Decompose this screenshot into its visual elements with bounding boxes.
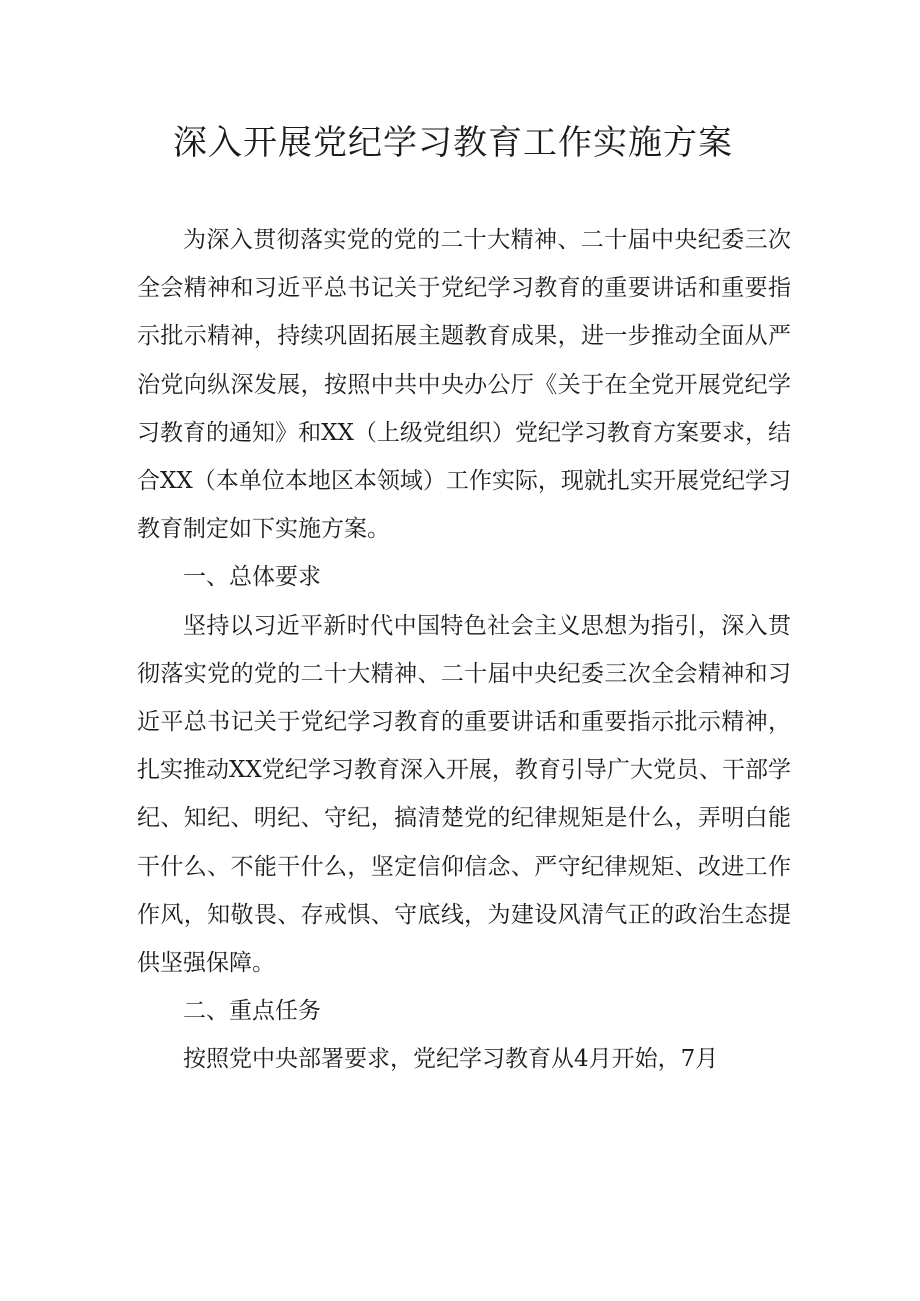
document-title: 深入开展党纪学习教育工作实施方案 <box>173 123 733 163</box>
section-heading-overall-requirements: 一、总体要求 <box>183 564 321 591</box>
section-paragraph-key-tasks: 按照党中央部署要求，党纪学习教育从4月开始，7月 <box>183 1046 719 1073</box>
document-body <box>137 216 791 1084</box>
intro-paragraph: 为深入贯彻落实党的党的二十大精神、二十届中央纪委三次全会精神和习近平总书记关于党纪学习教育的重要讲话和重要指示批示精神，持续巩固拓展主题教育成果，进一步推动全面从严治党向纵深发展，按照中共中央办公厅《关于在全党开展党纪学习教育的通知》和XX（上级党组织）党纪学习教育方案要求，结合XX（本单位本地区本领域）工作实际，现就扎实开展党纪学习教育制定如下实施方案。 <box>137 227 791 543</box>
section-paragraph-overall-requirements: 坚持以习近平新时代中国特色社会主义思想为指引，深入贯彻落实党的党的二十大精神、二十届中央纪委三次全会精神和习近平总书记关于党纪学习教育的重要讲话和重要指示批示精神，扎实推动XX党纪学习教育深入开展，教育引导广大党员、干部学纪、知纪、明纪、守纪，搞清楚党的纪律规矩是什么，弄明白能干什么、不能干什么，坚定信仰信念、严守纪律规矩、改进工作作风，知敬畏、存戒惧、守底线，为建设风清气正的政治生态提供坚强保障。 <box>137 612 791 977</box>
section-heading-key-tasks: 二、重点任务 <box>183 998 321 1025</box>
